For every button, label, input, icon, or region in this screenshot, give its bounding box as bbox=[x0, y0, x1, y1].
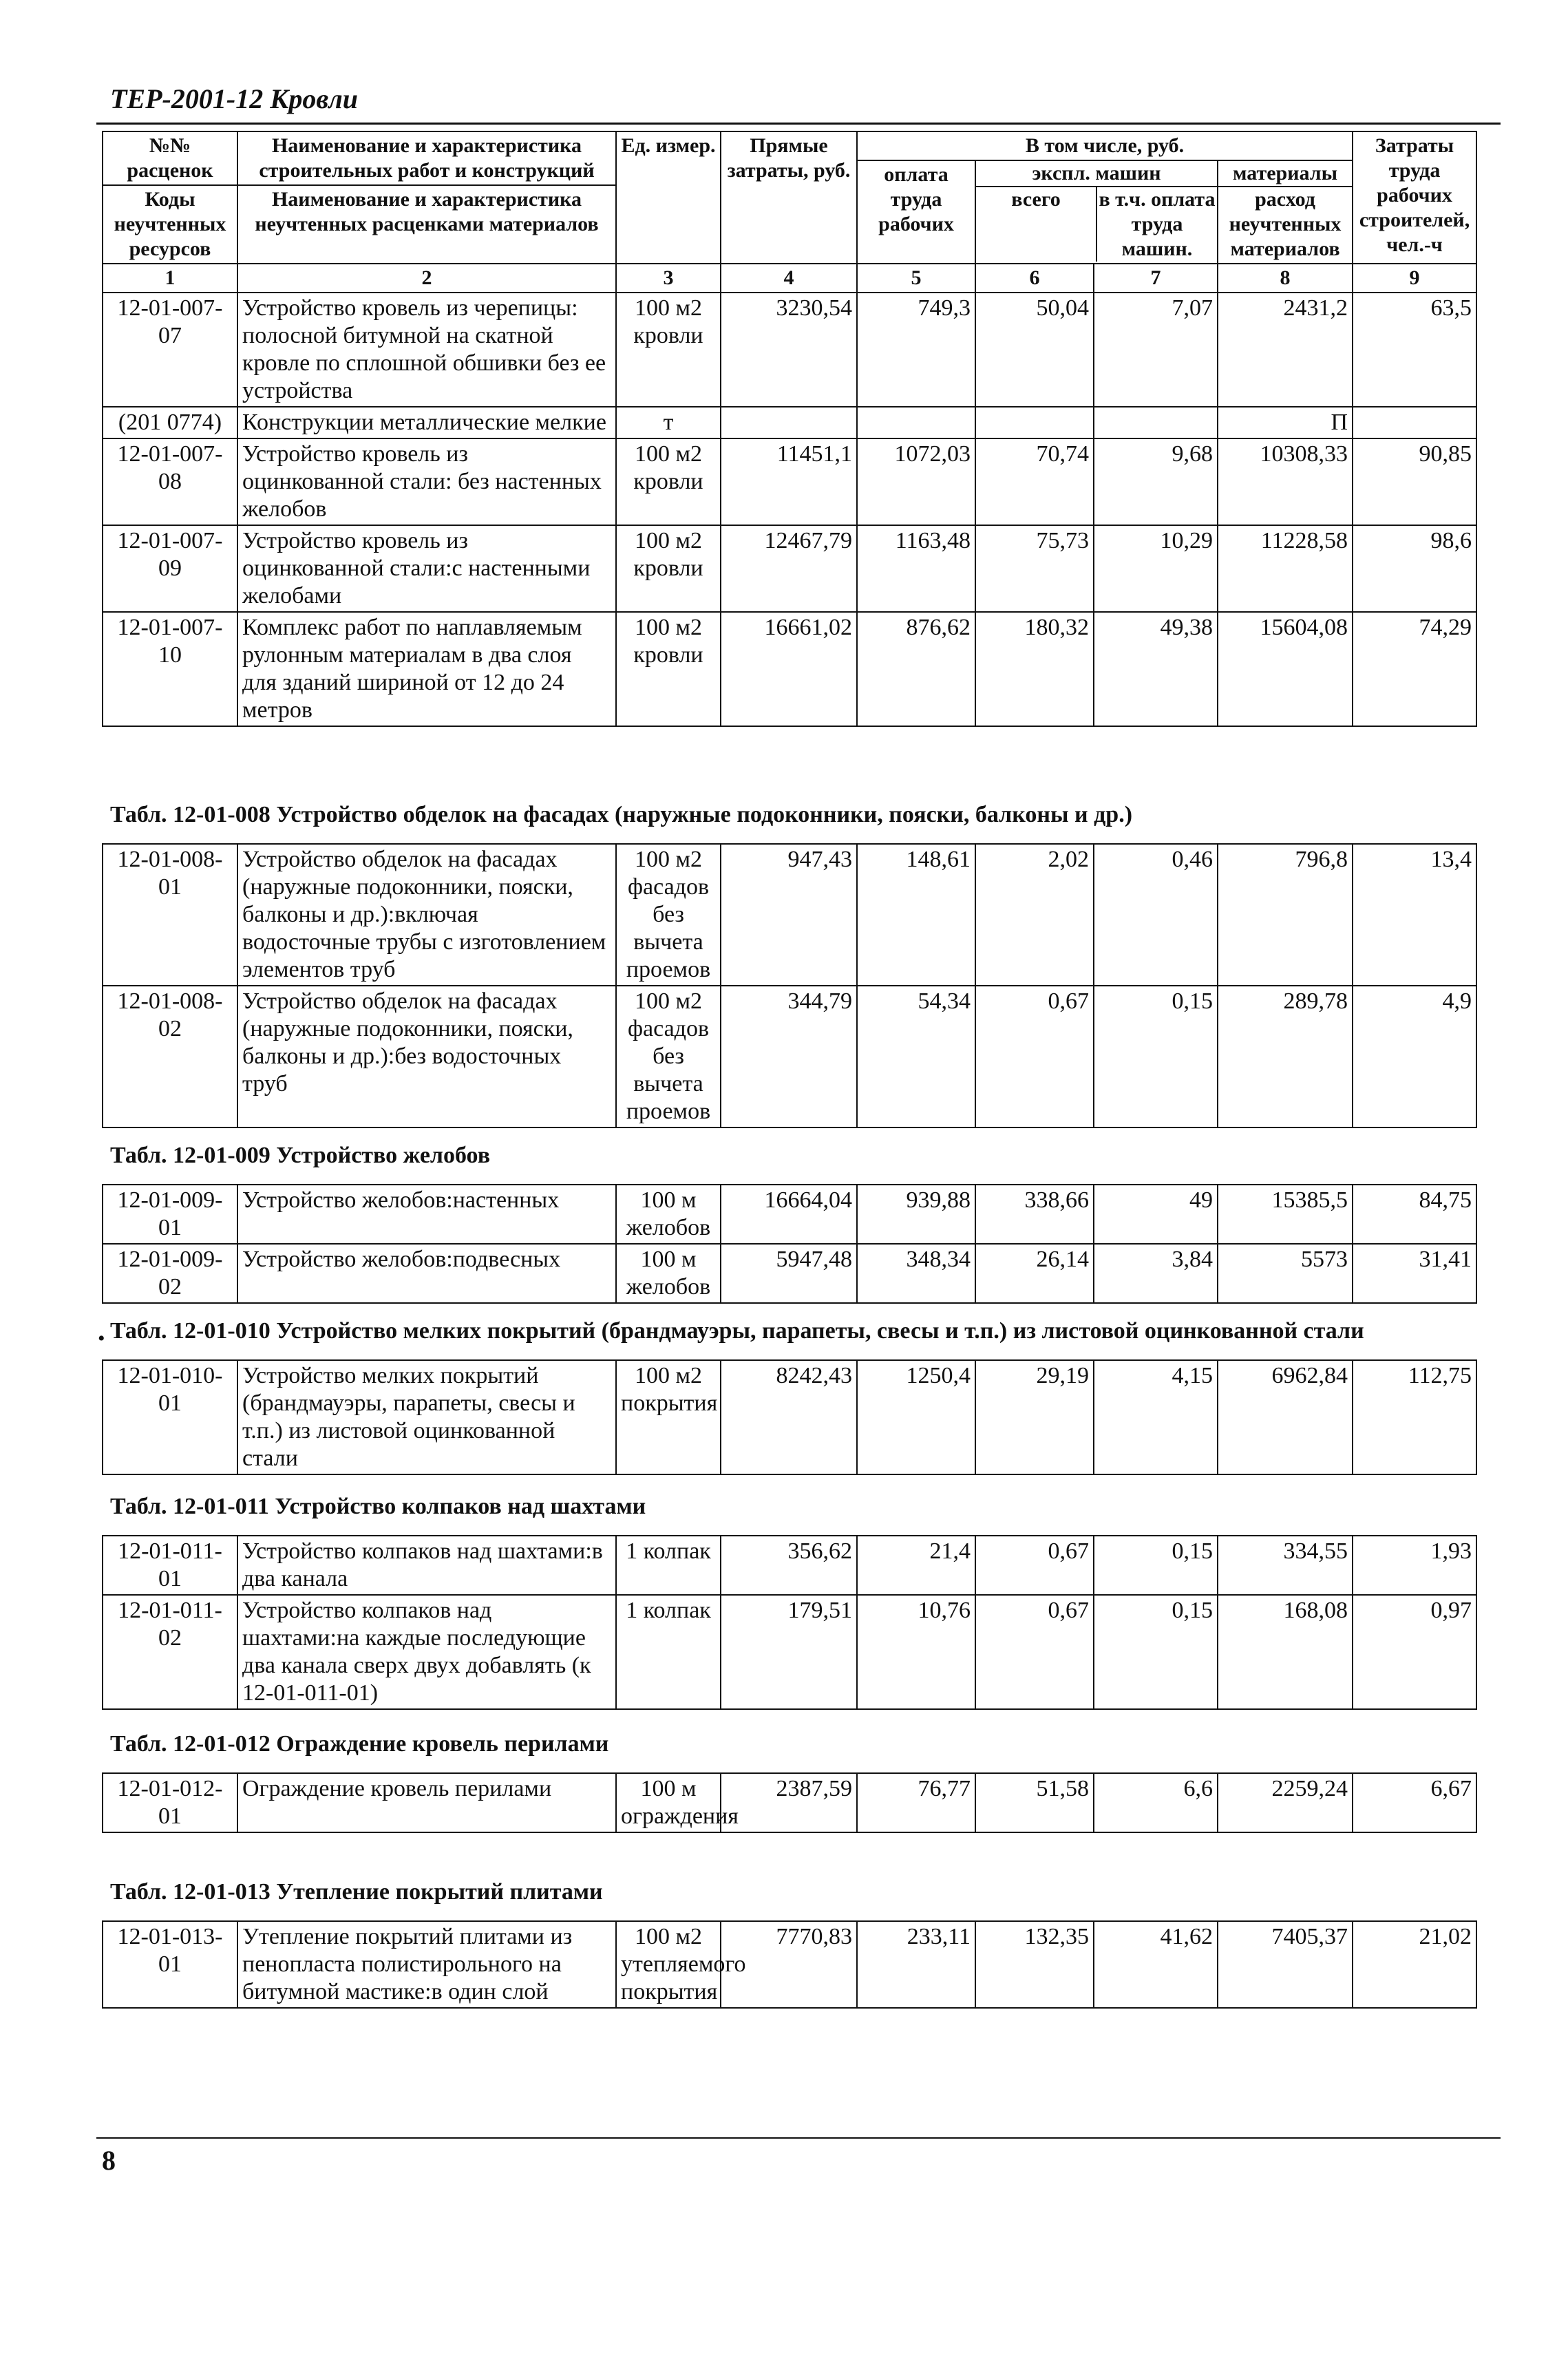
row-unit: 100 м2 утепляемого покрытия bbox=[616, 1921, 721, 2008]
row-labor: 31,41 bbox=[1353, 1244, 1476, 1303]
row-machines-pay: 0,15 bbox=[1094, 1536, 1218, 1595]
header-codes bbox=[103, 131, 237, 264]
row-name: Конструкции металлические мелкие bbox=[237, 407, 616, 438]
header-labor: Затраты труда рабочих строителей, чел.-ч bbox=[1353, 131, 1476, 264]
row-materials: 15604,08 bbox=[1218, 612, 1353, 726]
row-name: Устройство кровель из оцинкованной стали:с настенными желобами bbox=[237, 525, 616, 612]
row-machines-pay: 9,68 bbox=[1094, 438, 1218, 525]
col-num: 3 bbox=[616, 264, 721, 293]
header-work-name: Наименование и характеристика строительных работ и конструкций bbox=[259, 134, 595, 182]
section-title: Табл. 12-01-010 Устройство мелких покрытий (брандмауэры, парапеты, свесы и т.п.) из листовой оцинкованной стали bbox=[110, 1318, 1364, 1344]
table-row bbox=[103, 1773, 1476, 1832]
row-code: 12-01-008-02 bbox=[103, 986, 237, 1127]
row-code: 12-01-007-07 bbox=[103, 293, 237, 407]
row-direct-costs: 344,79 bbox=[721, 986, 857, 1127]
header-material-name: Наименование и характеристика неучтенных расценками материалов bbox=[238, 184, 615, 237]
row-unit: 100 м желобов bbox=[616, 1244, 721, 1303]
row-labor: 84,75 bbox=[1353, 1185, 1476, 1244]
row-unit: 100 м2 кровли bbox=[616, 438, 721, 525]
col-num: 9 bbox=[1353, 264, 1476, 293]
row-pay: 876,62 bbox=[857, 612, 975, 726]
row-name: Устройство мелких покрытий (брандмауэры, парапеты, свесы и т.п.) из листовой оцинкованной стали bbox=[237, 1360, 616, 1474]
row-name: Утепление покрытий плитами из пенопласта полистирольного на битумной мастике:в один слой bbox=[237, 1921, 616, 2008]
row-pay: 1250,4 bbox=[857, 1360, 975, 1474]
row-machines-total: 51,58 bbox=[975, 1773, 1094, 1832]
table-row bbox=[103, 1536, 1476, 1595]
document-title: ТЕР-2001-12 Кровли bbox=[110, 83, 358, 114]
table-row bbox=[103, 1921, 1476, 2008]
table-row bbox=[103, 407, 1476, 438]
header-rule bbox=[96, 123, 1501, 125]
price-table-main bbox=[102, 131, 1477, 727]
row-unit: 100 м2 покрытия bbox=[616, 1360, 721, 1474]
row-code: 12-01-008-01 bbox=[103, 844, 237, 986]
row-machines-total: 70,74 bbox=[975, 438, 1094, 525]
row-labor: 1,93 bbox=[1353, 1536, 1476, 1595]
row-direct-costs: 5947,48 bbox=[721, 1244, 857, 1303]
col-num: 8 bbox=[1218, 264, 1353, 293]
row-pay: 233,11 bbox=[857, 1921, 975, 2008]
row-machines-total: 132,35 bbox=[975, 1921, 1094, 2008]
footer-rule bbox=[96, 2137, 1501, 2139]
row-code: 12-01-011-01 bbox=[103, 1536, 237, 1595]
col-num: 2 bbox=[237, 264, 616, 293]
row-machines-total: 29,19 bbox=[975, 1360, 1094, 1474]
row-machines-total: 338,66 bbox=[975, 1185, 1094, 1244]
row-unit: 1 колпак bbox=[616, 1595, 721, 1709]
row-direct-costs: 356,62 bbox=[721, 1536, 857, 1595]
row-materials: 6962,84 bbox=[1218, 1360, 1353, 1474]
row-machines-pay: 0,15 bbox=[1094, 986, 1218, 1127]
row-labor: 6,67 bbox=[1353, 1773, 1476, 1832]
row-direct-costs: 12467,79 bbox=[721, 525, 857, 612]
row-code: 12-01-007-08 bbox=[103, 438, 237, 525]
row-materials: 168,08 bbox=[1218, 1595, 1353, 1709]
row-materials: 334,55 bbox=[1218, 1536, 1353, 1595]
section-table bbox=[102, 1920, 1477, 2009]
row-pay: 939,88 bbox=[857, 1185, 975, 1244]
row-machines-total: 26,14 bbox=[975, 1244, 1094, 1303]
row-direct-costs: 16661,02 bbox=[721, 612, 857, 726]
row-materials: 15385,5 bbox=[1218, 1185, 1353, 1244]
header-materials-group bbox=[1218, 160, 1353, 264]
row-unit: 100 м2 кровли bbox=[616, 293, 721, 407]
row-unit: 100 м2 кровли bbox=[616, 612, 721, 726]
row-materials: 11228,58 bbox=[1218, 525, 1353, 612]
row-labor: 0,97 bbox=[1353, 1595, 1476, 1709]
row-machines-pay: 10,29 bbox=[1094, 525, 1218, 612]
row-pay: 1072,03 bbox=[857, 438, 975, 525]
table-row bbox=[103, 612, 1476, 726]
header-including: В том числе, руб. bbox=[857, 131, 1353, 160]
section-title: Табл. 12-01-013 Утепление покрытий плитами bbox=[110, 1879, 603, 1905]
section-title: Табл. 12-01-011 Устройство колпаков над шахтами bbox=[110, 1494, 646, 1519]
row-pay: 749,3 bbox=[857, 293, 975, 407]
row-labor: 74,29 bbox=[1353, 612, 1476, 726]
row-direct-costs: 179,51 bbox=[721, 1595, 857, 1709]
bullet-mark: • bbox=[98, 1327, 105, 1350]
table-row bbox=[103, 1244, 1476, 1303]
row-code: 12-01-013-01 bbox=[103, 1921, 237, 2008]
section-title: Табл. 12-01-012 Ограждение кровель перилами bbox=[110, 1731, 609, 1757]
section-title: Табл. 12-01-009 Устройство желобов bbox=[110, 1143, 491, 1168]
row-machines-pay bbox=[1094, 407, 1218, 438]
row-name: Устройство колпаков над шахтами:в два канала bbox=[237, 1536, 616, 1595]
section-table bbox=[102, 1535, 1477, 1710]
row-code: 12-01-009-01 bbox=[103, 1185, 237, 1244]
row-pay bbox=[857, 407, 975, 438]
row-code: 12-01-007-10 bbox=[103, 612, 237, 726]
col-num: 7 bbox=[1094, 264, 1218, 293]
row-name: Устройство кровель из оцинкованной стали: без настенных желобов bbox=[237, 438, 616, 525]
row-machines-pay: 49 bbox=[1094, 1185, 1218, 1244]
page-number: 8 bbox=[102, 2145, 116, 2176]
row-code: 12-01-009-02 bbox=[103, 1244, 237, 1303]
row-name: Комплекс работ по наплавляемым рулонным материалам в два слоя для зданий шириной от 12 до 24 метров bbox=[237, 612, 616, 726]
table-row bbox=[103, 525, 1476, 612]
header-materials: материалы bbox=[1218, 161, 1352, 187]
row-name: Устройство желобов:настенных bbox=[237, 1185, 616, 1244]
row-code: 12-01-007-09 bbox=[103, 525, 237, 612]
table-row bbox=[103, 1595, 1476, 1709]
section-table bbox=[102, 1184, 1477, 1304]
col-num: 5 bbox=[857, 264, 975, 293]
row-materials: 289,78 bbox=[1218, 986, 1353, 1127]
table-row bbox=[103, 844, 1476, 986]
row-pay: 54,34 bbox=[857, 986, 975, 1127]
header-names bbox=[237, 131, 616, 264]
table-row bbox=[103, 293, 1476, 407]
row-direct-costs: 16664,04 bbox=[721, 1185, 857, 1244]
section-table bbox=[102, 1772, 1477, 1833]
table-row bbox=[103, 1185, 1476, 1244]
row-pay: 10,76 bbox=[857, 1595, 975, 1709]
row-pay: 21,4 bbox=[857, 1536, 975, 1595]
row-labor: 98,6 bbox=[1353, 525, 1476, 612]
row-labor: 13,4 bbox=[1353, 844, 1476, 986]
col-num: 4 bbox=[721, 264, 857, 293]
row-labor: 4,9 bbox=[1353, 986, 1476, 1127]
row-labor: 90,85 bbox=[1353, 438, 1476, 525]
row-code: (201 0774) bbox=[103, 407, 237, 438]
row-name: Ограждение кровель перилами bbox=[237, 1773, 616, 1832]
header-machines-group bbox=[975, 160, 1218, 264]
row-direct-costs: 7770,83 bbox=[721, 1921, 857, 2008]
col-num: 6 bbox=[975, 264, 1094, 293]
row-machines-total: 75,73 bbox=[975, 525, 1094, 612]
header-unit: Ед. измер. bbox=[616, 131, 721, 264]
header-machines-pay: в т.ч. оплата труда машин. bbox=[1099, 188, 1216, 261]
row-machines-total: 0,67 bbox=[975, 1536, 1094, 1595]
row-pay: 348,34 bbox=[857, 1244, 975, 1303]
row-unit: 1 колпак bbox=[616, 1536, 721, 1595]
row-name: Устройство обделок на фасадах (наружные подоконники, пояски, балконы и др.):без водосточных труб bbox=[237, 986, 616, 1127]
header-materials-usage: расход неучтенных материалов bbox=[1229, 188, 1342, 261]
row-name: Устройство желобов:подвесных bbox=[237, 1244, 616, 1303]
row-materials: 796,8 bbox=[1218, 844, 1353, 986]
row-unit: 100 м ограждения bbox=[616, 1773, 721, 1832]
row-unit: 100 м желобов bbox=[616, 1185, 721, 1244]
row-machines-pay: 7,07 bbox=[1094, 293, 1218, 407]
table-row bbox=[103, 438, 1476, 525]
table-row bbox=[103, 1360, 1476, 1474]
row-machines-pay: 49,38 bbox=[1094, 612, 1218, 726]
col-num: 1 bbox=[103, 264, 237, 293]
row-unit: 100 м2 фасадов без вычета проемов bbox=[616, 844, 721, 986]
section-table bbox=[102, 843, 1477, 1128]
header-resource-codes: Коды неучтенных ресурсов bbox=[103, 184, 237, 262]
header-machines-total: всего bbox=[976, 187, 1097, 262]
row-direct-costs: 11451,1 bbox=[721, 438, 857, 525]
section-title: Табл. 12-01-008 Устройство обделок на фасадах (наружные подоконники, пояски, балконы и др.) bbox=[110, 802, 1133, 827]
row-code: 12-01-011-02 bbox=[103, 1595, 237, 1709]
row-machines-total: 50,04 bbox=[975, 293, 1094, 407]
row-machines-pay: 0,15 bbox=[1094, 1595, 1218, 1709]
row-machines-pay: 0,46 bbox=[1094, 844, 1218, 986]
row-machines-total: 2,02 bbox=[975, 844, 1094, 986]
row-materials: 2259,24 bbox=[1218, 1773, 1353, 1832]
header-pay: оплата труда рабочих bbox=[857, 160, 975, 264]
row-materials: 5573 bbox=[1218, 1244, 1353, 1303]
row-labor: 21,02 bbox=[1353, 1921, 1476, 2008]
row-pay: 76,77 bbox=[857, 1773, 975, 1832]
row-materials: 10308,33 bbox=[1218, 438, 1353, 525]
row-materials: 2431,2 bbox=[1218, 293, 1353, 407]
row-unit: 100 м2 фасадов без вычета проемов bbox=[616, 986, 721, 1127]
row-code: 12-01-012-01 bbox=[103, 1773, 237, 1832]
row-materials: 7405,37 bbox=[1218, 1921, 1353, 2008]
row-machines-total: 0,67 bbox=[975, 986, 1094, 1127]
row-machines-pay: 6,6 bbox=[1094, 1773, 1218, 1832]
row-name: Устройство кровель из черепицы: полосной битумной на скатной кровле по сплошной обшивки без ее устройства bbox=[237, 293, 616, 407]
row-unit: 100 м2 кровли bbox=[616, 525, 721, 612]
row-labor bbox=[1353, 407, 1476, 438]
row-direct-costs bbox=[721, 407, 857, 438]
row-direct-costs: 8242,43 bbox=[721, 1360, 857, 1474]
row-unit: т bbox=[616, 407, 721, 438]
row-materials: П bbox=[1218, 407, 1353, 438]
row-direct-costs: 2387,59 bbox=[721, 1773, 857, 1832]
row-direct-costs: 947,43 bbox=[721, 844, 857, 986]
row-name: Устройство обделок на фасадах (наружные подоконники, пояски, балконы и др.):включая водосточные трубы с изготовлением элементов труб bbox=[237, 844, 616, 986]
row-machines-total bbox=[975, 407, 1094, 438]
header-rate-numbers: №№ расценок bbox=[127, 134, 213, 182]
row-pay: 148,61 bbox=[857, 844, 975, 986]
row-machines-total: 0,67 bbox=[975, 1595, 1094, 1709]
row-name: Устройство колпаков над шахтами:на каждые последующие два канала сверх двух добавлять (к 12-01-011-01) bbox=[237, 1595, 616, 1709]
table-row bbox=[103, 986, 1476, 1127]
header-direct-costs: Прямые затраты, руб. bbox=[721, 131, 857, 264]
row-machines-pay: 4,15 bbox=[1094, 1360, 1218, 1474]
row-labor: 112,75 bbox=[1353, 1360, 1476, 1474]
section-table bbox=[102, 1359, 1477, 1475]
row-code: 12-01-010-01 bbox=[103, 1360, 237, 1474]
row-machines-total: 180,32 bbox=[975, 612, 1094, 726]
row-direct-costs: 3230,54 bbox=[721, 293, 857, 407]
row-labor: 63,5 bbox=[1353, 293, 1476, 407]
header-machines: экспл. машин bbox=[976, 161, 1217, 187]
row-pay: 1163,48 bbox=[857, 525, 975, 612]
row-machines-pay: 3,84 bbox=[1094, 1244, 1218, 1303]
row-machines-pay: 41,62 bbox=[1094, 1921, 1218, 2008]
